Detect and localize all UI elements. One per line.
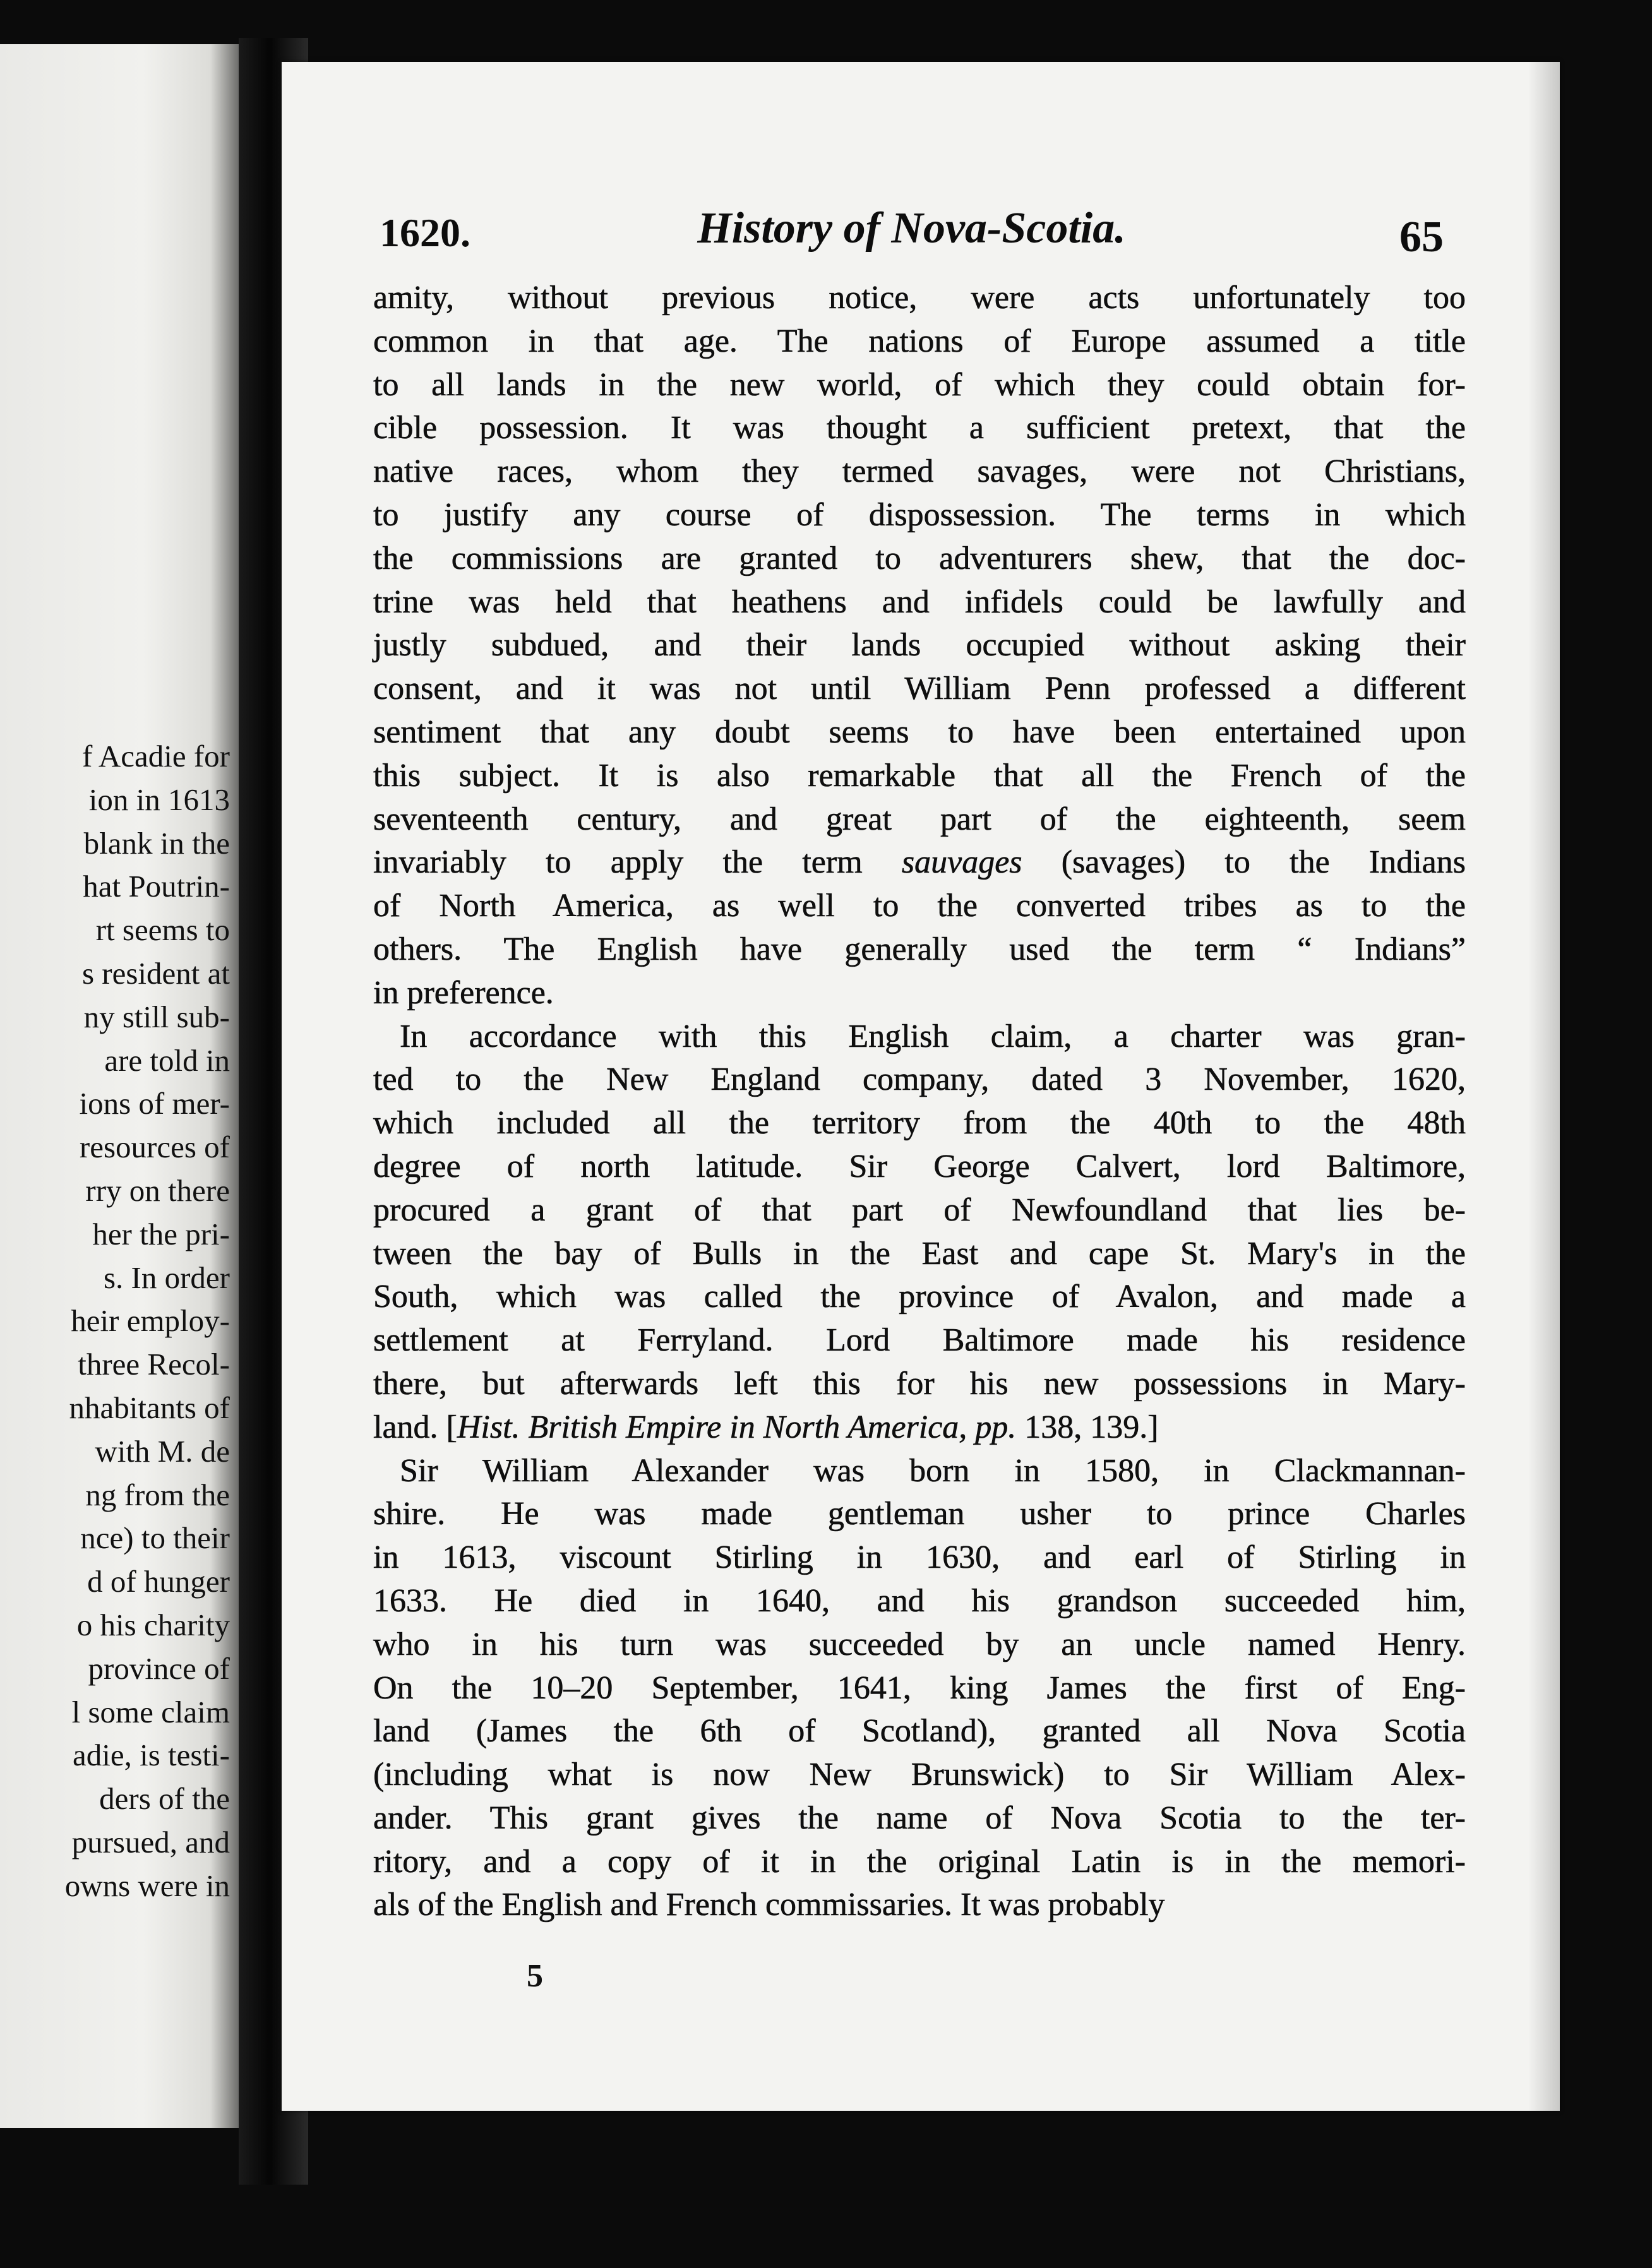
text-line: shire. He was made gentleman usher to prince Charles bbox=[373, 1496, 1466, 1532]
left-page-line: resources of bbox=[79, 1130, 230, 1165]
text-line: In accordance with this English claim, a charter was gran- bbox=[400, 1018, 1466, 1054]
text-line: to all lands in the new world, of which they could obtain for- bbox=[373, 366, 1466, 403]
page-number: 65 bbox=[1399, 213, 1444, 261]
text-line: in preference. bbox=[373, 974, 554, 1011]
body-text bbox=[373, 277, 1466, 1927]
left-page-line: province of bbox=[88, 1650, 230, 1686]
text-line: ander. This grant gives the name of Nova Scotia to the ter- bbox=[373, 1799, 1466, 1836]
page-65 bbox=[282, 62, 1560, 2111]
left-facing-page bbox=[0, 44, 239, 2128]
text-line: als of the English and French commissaries. It was probably bbox=[373, 1887, 1165, 1923]
left-page-line: s resident at bbox=[81, 955, 230, 991]
text-line: land. [Hist. British Empire in North America, pp. 138, 139.] bbox=[373, 1409, 1159, 1445]
text-line: (including what is now New Brunswick) to Sir William Alex- bbox=[373, 1757, 1466, 1793]
left-page-line: nce) to their bbox=[80, 1520, 230, 1556]
text-line: trine was held that heathens and infidels could be lawfully and bbox=[373, 583, 1466, 620]
left-page-line: ng from the bbox=[85, 1477, 230, 1512]
text-line: sentiment that any doubt seems to have been entertained upon bbox=[373, 713, 1466, 750]
running-head-title: History of Nova-Scotia. bbox=[697, 204, 1126, 253]
text-line: land (James the 6th of Scotland), granted all Nova Scotia bbox=[373, 1713, 1466, 1750]
left-page-line: d of hunger bbox=[87, 1564, 230, 1599]
text-line: tween the bay of Bulls in the East and cape St. Mary's in the bbox=[373, 1235, 1466, 1272]
text-line: 1633. He died in 1640, and his grandson succeeded him, bbox=[373, 1582, 1466, 1619]
text-line: On the 10–20 September, 1641, king James the first of Eng- bbox=[373, 1669, 1466, 1706]
left-page-line: s. In order bbox=[103, 1260, 230, 1295]
left-page-line: f Acadie for bbox=[82, 739, 230, 773]
left-page-line: adie, is testi- bbox=[72, 1738, 230, 1773]
left-page-line: l some claim bbox=[71, 1694, 230, 1729]
left-page-line: rt seems to bbox=[95, 912, 230, 948]
text-line: invariably to apply the term sauvages (savages) to the Indians bbox=[373, 844, 1466, 881]
text-line: Sir William Alexander was born in 1580, in Clackmannan- bbox=[400, 1452, 1466, 1489]
text-line: to justify any course of dispossession. The terms in which bbox=[373, 496, 1466, 533]
left-page-line: ny still sub- bbox=[83, 999, 230, 1034]
text-line: consent, and it was not until William Penn professed a different bbox=[373, 671, 1466, 707]
running-head-year: 1620. bbox=[380, 210, 470, 255]
page-edge-shadow bbox=[1528, 62, 1560, 2111]
italic-term: sauvages bbox=[901, 844, 1022, 881]
text-line: procured a grant of that part of Newfoundland that lies be- bbox=[373, 1191, 1466, 1228]
italic-term: Hist. British Empire in North America, pp. bbox=[457, 1409, 1017, 1445]
left-page-line: ions of mer- bbox=[79, 1086, 230, 1121]
text-line: amity, without previous notice, were acts unfortunately too bbox=[373, 280, 1466, 316]
running-head bbox=[380, 198, 1444, 268]
text-line: this subject. It is also remarkable that all the French of the bbox=[373, 757, 1466, 794]
left-page-line: nhabitants of bbox=[69, 1390, 230, 1425]
left-page-line: rry on there bbox=[85, 1173, 230, 1208]
text-line: cible possession. It was thought a sufficient pretext, that the bbox=[373, 410, 1466, 446]
text-line: of North America, as well to the converted tribes as to the bbox=[373, 888, 1466, 924]
text-line: ritory, and a copy of it in the original Latin is in the memori- bbox=[373, 1843, 1466, 1880]
text-line: native races, whom they termed savages, were not Christians, bbox=[373, 453, 1466, 490]
left-page-line: heir employ- bbox=[71, 1303, 230, 1339]
text-line: justly subdued, and their lands occupied without asking their bbox=[373, 627, 1466, 664]
text-line: which included all the territory from the 40th to the 48th bbox=[373, 1105, 1466, 1142]
text-line: ted to the New England company, dated 3 November, 1620, bbox=[373, 1061, 1466, 1098]
text-line: in 1613, viscount Stirling in 1630, and earl of Stirling in bbox=[373, 1539, 1466, 1576]
left-page-line: ion in 1613 bbox=[88, 782, 230, 817]
text-line: seventeenth century, and great part of the eighteenth, seem bbox=[373, 801, 1466, 837]
signature-mark: 5 bbox=[527, 1958, 543, 1994]
text-line: there, but afterwards left this for his new possessions in Mary- bbox=[373, 1365, 1466, 1402]
left-page-line: hat Poutrin- bbox=[83, 869, 230, 904]
text-line: degree of north latitude. Sir George Calvert, lord Baltimore, bbox=[373, 1148, 1466, 1185]
text-line: others. The English have generally used the term “ Indians” bbox=[373, 931, 1466, 967]
left-page-line: pursued, and bbox=[71, 1824, 230, 1859]
text-line: South, which was called the province of Avalon, and made a bbox=[373, 1279, 1466, 1315]
left-page-line: are told in bbox=[104, 1042, 230, 1078]
text-line: common in that age. The nations of Europe assumed a title bbox=[373, 323, 1466, 359]
text-line: who in his turn was succeeded by an uncle named Henry. bbox=[373, 1626, 1466, 1662]
left-page-line: her the pri- bbox=[92, 1216, 230, 1251]
left-page-text-fragments bbox=[0, 735, 230, 1908]
text-line: the commissions are granted to adventurers shew, that the doc- bbox=[373, 540, 1466, 576]
left-page-line: with M. de bbox=[95, 1433, 230, 1469]
left-page-line: blank in the bbox=[83, 825, 230, 861]
left-page-line: ders of the bbox=[99, 1781, 230, 1817]
left-page-line: owns were in bbox=[64, 1868, 230, 1903]
left-page-line: o his charity bbox=[76, 1607, 230, 1642]
text-line: settlement at Ferryland. Lord Baltimore made his residence bbox=[373, 1322, 1466, 1359]
left-page-line: three Recol- bbox=[78, 1347, 230, 1382]
